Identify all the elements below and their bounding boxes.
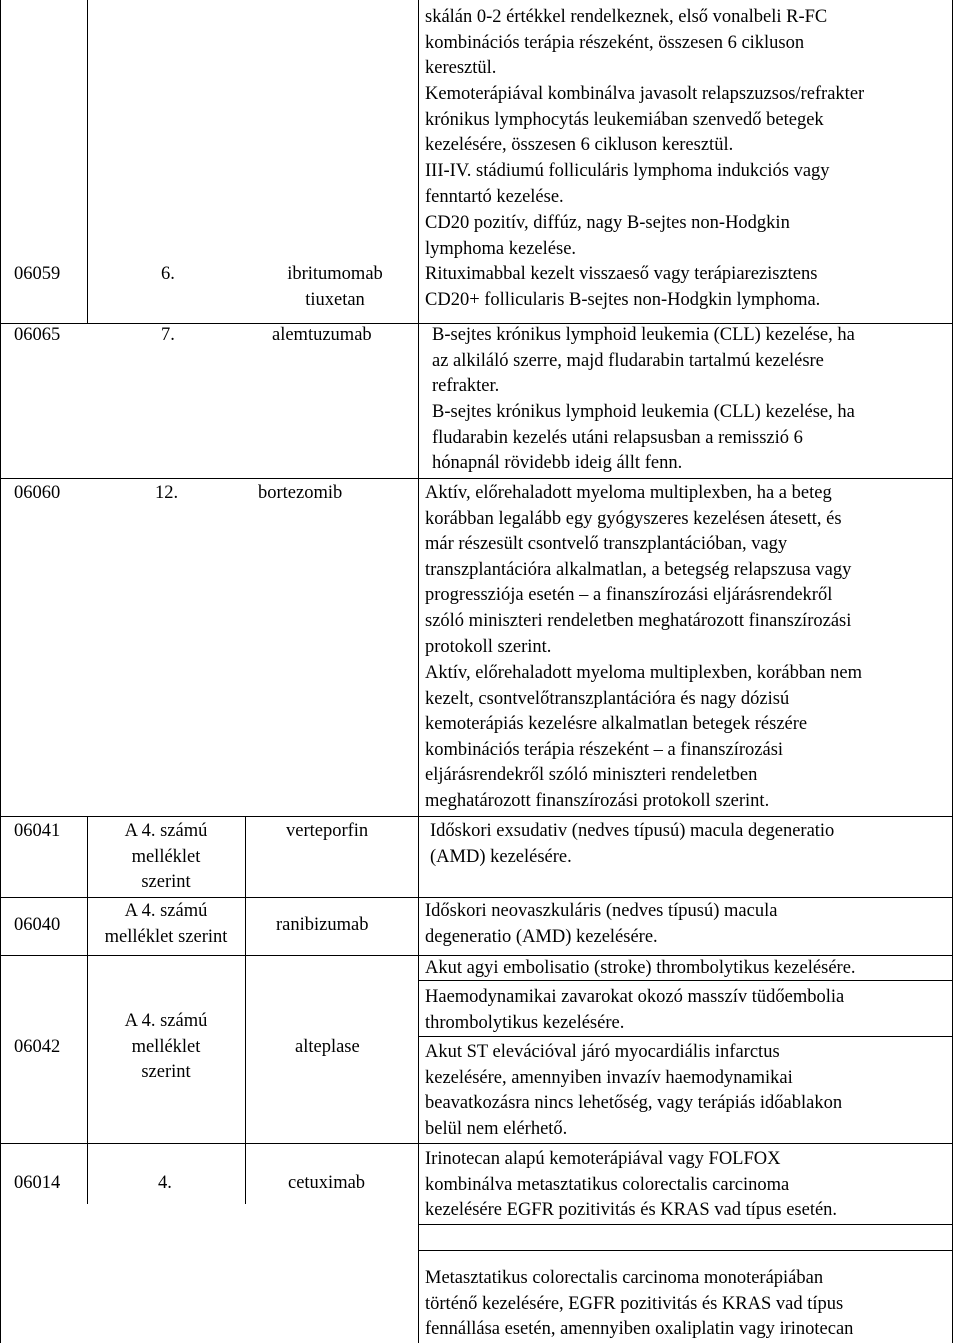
row-number: 12. <box>155 483 179 503</box>
text-block <box>425 82 864 159</box>
row-number: 6. <box>161 264 175 284</box>
product-code: 06041 <box>14 821 61 841</box>
indication-text <box>425 956 856 982</box>
product-code: 06065 <box>14 325 61 345</box>
text-line: Időskori neovaszkuláris (nedves típusú) macula <box>425 901 778 921</box>
indication-text <box>425 262 820 313</box>
annex-line: szerint <box>141 1062 191 1083</box>
annex-line: melléklet <box>131 846 201 867</box>
text-line: B-sejtes krónikus lymphoid leukemia (CLL) kezelése, ha <box>432 402 855 422</box>
annex-reference <box>88 899 244 950</box>
text-line: CD20+ follicularis B-sejtes non-Hodgkin lymphoma. <box>425 289 821 310</box>
text-line: Időskori exsudativ (nedves típusú) macula degeneratio <box>430 821 835 841</box>
column-divider <box>245 816 246 1204</box>
indication-text <box>425 481 851 660</box>
row-number: 4. <box>158 1173 172 1193</box>
drug-name: alemtuzumab <box>272 325 372 345</box>
text-line: B-sejtes krónikus lymphoid leukemia (CLL) kezelése, ha <box>432 325 855 345</box>
text-line: (AMD) kezelésére. <box>430 846 572 867</box>
text-line: Haemodynamikai zavarokat okozó masszív tüdőembolia <box>425 987 845 1007</box>
annex-line: szerint <box>141 872 191 893</box>
drug-name: cetuximab <box>288 1173 366 1193</box>
text-line: Irinotecan alapú kemoterápiával vagy FOLFOX <box>425 1149 781 1169</box>
indication-text <box>425 1147 837 1224</box>
indication-text <box>432 323 855 400</box>
indication-text <box>425 661 862 815</box>
text-line: protokoll szerint. <box>425 636 552 657</box>
indication-text <box>425 985 844 1036</box>
drug-name-line: tiuxetan <box>305 289 365 310</box>
annex-line: A 4. számú <box>124 901 208 921</box>
text-line: lymphoma kezelése. <box>425 238 577 259</box>
text-line: kombinációs terápia részeként, összesen 6 cikluson <box>425 32 805 53</box>
annex-line: A 4. számú <box>124 821 208 841</box>
column-divider <box>87 816 88 1204</box>
annex-line: melléklet <box>131 1036 201 1057</box>
drug-name <box>270 262 400 313</box>
text-line: meghatározott finanszírozási protokoll szerint. <box>425 790 770 811</box>
drug-name: alteplase <box>295 1037 360 1057</box>
drug-name: bortezomib <box>258 483 343 503</box>
text-line: fennállása esetén, amennyiben oxaliplatin vagy irinotecan <box>425 1319 854 1340</box>
text-line: fenntartó kezelése. <box>425 186 564 207</box>
indication-text <box>425 1266 853 1343</box>
text-line: Aktív, előrehaladott myeloma multiplexben, korábban nem <box>425 663 863 683</box>
column-divider <box>418 0 419 1343</box>
text-line: kezelésére, amennyiben invazív haemodynamikai <box>425 1067 793 1088</box>
annex-line: A 4. számú <box>124 1011 208 1031</box>
text-line: az alkiláló szerre, majd fludarabin tartalmú kezelésre <box>432 350 824 371</box>
table-border-right <box>952 0 953 1343</box>
text-line: kemoterápiás kezelésre alkalmatlan betegek részére <box>425 714 808 735</box>
text-line: Metasztatikus colorectalis carcinoma monoterápiában <box>425 1268 824 1288</box>
text-block <box>425 159 830 210</box>
indication-text <box>430 819 834 870</box>
text-line: kezelt, csontvelőtranszplantációra és nagy dózisú <box>425 688 790 709</box>
text-line: belül nem elérhető. <box>425 1118 568 1139</box>
text-line: III-IV. stádiumú folliculáris lymphoma indukciós vagy <box>425 161 830 181</box>
text-line: thrombolytikus kezelésére. <box>425 1012 625 1033</box>
column-divider <box>87 0 88 323</box>
text-line: transzplantációra alkalmatlan, a betegség relapszusa vagy <box>425 559 852 580</box>
text-line: korábban legalább egy gyógyszeres kezelésen átesett, és <box>425 508 842 529</box>
text-line: keresztül. <box>425 58 497 79</box>
text-line: CD20 pozitív, diffúz, nagy B-sejtes non-Hodgkin <box>425 213 790 233</box>
row-number: 7. <box>161 325 175 345</box>
annex-reference <box>90 1009 242 1086</box>
text-line: hónapnál rövidebb ideig állt fenn. <box>432 453 683 474</box>
product-code: 06060 <box>14 483 61 503</box>
row-divider <box>0 897 953 898</box>
text-line: degeneratio (AMD) kezelésére. <box>425 926 658 947</box>
text-line: progressziója esetén – a finanszírozási eljárásrendekről <box>425 585 833 606</box>
row-divider <box>0 1143 953 1144</box>
indication-text <box>432 400 855 477</box>
text-line: Akut agyi embolisatio (stroke) thrombolytikus kezelésére. <box>425 958 856 978</box>
drug-name: verteporfin <box>286 821 369 841</box>
text-block <box>425 5 827 82</box>
row-divider <box>418 1224 953 1225</box>
drug-name: ranibizumab <box>276 915 369 935</box>
product-code: 06040 <box>14 915 61 935</box>
product-code: 06059 <box>14 264 61 284</box>
text-line: szóló miniszteri rendeletben meghatározott finanszírozási <box>425 610 852 631</box>
indication-text <box>425 1040 842 1142</box>
text-line: skálán 0-2 értékkel rendelkeznek, első vonalbeli R-FC <box>425 7 828 27</box>
text-block <box>425 211 790 262</box>
text-line: kezelésére, összesen 6 cikluson keresztül. <box>425 135 734 156</box>
text-line: refrakter. <box>432 376 500 397</box>
text-line: fludarabin kezelés utáni relapsusban a remisszió 6 <box>432 427 803 448</box>
drug-name-line: ibritumomab <box>287 264 383 284</box>
text-line: Rituximabbal kezelt visszaeső vagy terápiarezisztens <box>425 264 818 284</box>
product-code: 06042 <box>14 1037 61 1057</box>
text-line: beavatkozásra nincs lehetőség, vagy terápiás időablakon <box>425 1093 843 1114</box>
row-divider <box>418 1250 953 1251</box>
text-line: már részesült csontvelő transzplantációban, vagy <box>425 534 788 555</box>
text-line: Akut ST elevációval járó myocardiális infarctus <box>425 1042 780 1062</box>
row-divider <box>0 478 953 479</box>
product-code: 06014 <box>14 1173 61 1193</box>
text-line: Kemoterápiával kombinálva javasolt relapszuzsos/refrakter <box>425 84 865 104</box>
text-line: eljárásrendekről szóló miniszteri rendeletben <box>425 765 758 786</box>
indication-text <box>425 899 777 950</box>
text-line: kezelésére EGFR pozitivitás és KRAS vad típus esetén. <box>425 1200 838 1221</box>
text-line: kombinálva metasztatikus colorectalis carcinoma <box>425 1174 790 1195</box>
text-line: kombinációs terápia részeként – a finanszírozási <box>425 739 784 760</box>
table-border-left <box>0 0 1 1343</box>
row-divider <box>0 816 953 817</box>
annex-line: melléklet szerint <box>104 926 228 947</box>
annex-reference <box>90 819 242 896</box>
text-line: történő kezelésére, EGFR pozitivitás és KRAS vad típus <box>425 1293 844 1314</box>
text-line: krónikus lymphocytás leukemiában szenvedő betegek <box>425 109 824 130</box>
text-line: Aktív, előrehaladott myeloma multiplexben, ha a beteg <box>425 483 832 503</box>
